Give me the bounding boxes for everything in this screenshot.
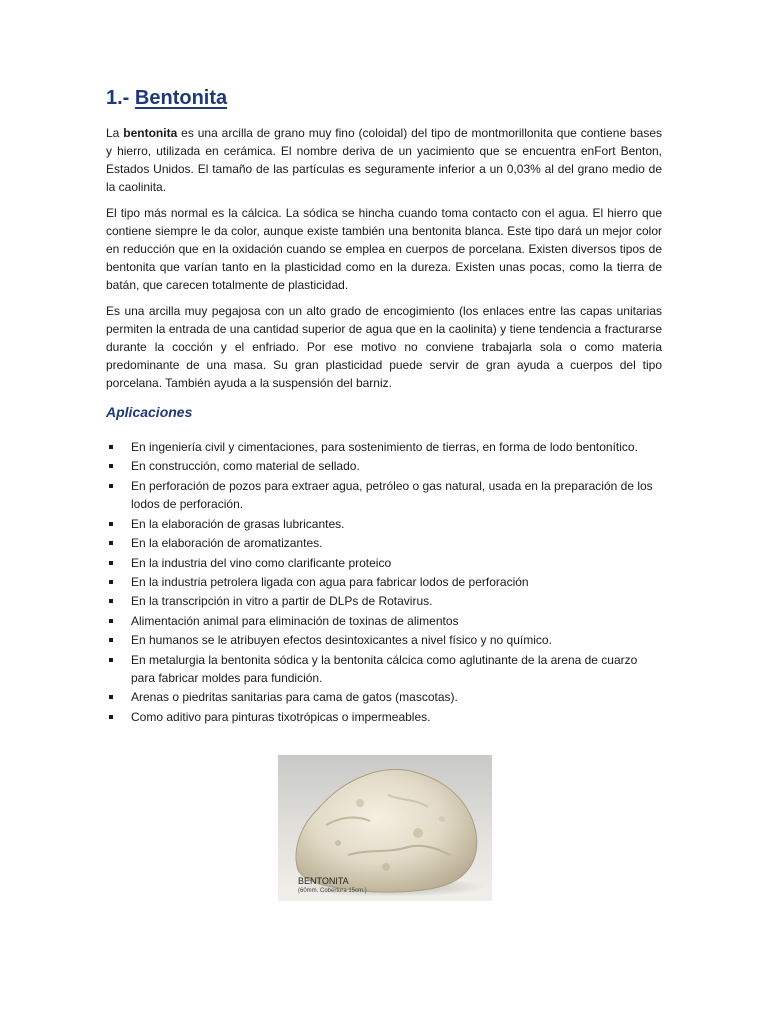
application-text: En ingeniería civil y cimentaciones, para sostenimiento de tierras, en forma de lodo bentonítico. (131, 440, 638, 454)
bullet-icon (109, 619, 113, 623)
intro-lead: La (106, 126, 124, 140)
intro-bold-term: bentonita (123, 126, 178, 140)
application-item (106, 651, 662, 688)
document-page (106, 84, 662, 727)
application-text: En humanos se le atribuyen efectos desintoxicantes a nivel físico y no químico. (131, 633, 552, 648)
bullet-icon (109, 561, 113, 565)
application-text: En la industria petrolera ligada con agua para fabricar lodos de perforación (131, 574, 529, 589)
application-text: Como aditivo para pinturas tixotrópicas o impermeables. (131, 709, 431, 724)
photo-caption-title: BENTONITA (298, 876, 349, 886)
bullet-icon (109, 599, 113, 603)
application-text: En metalurgia la bentonita sódica y la bentonita cálcica como aglutinante de la arena de cuarzo para fabricar moldes para fundición. (131, 652, 638, 686)
paragraph-types: El tipo más normal es la cálcica. La sódica se hincha cuando toma contacto con el agua. El hierro que contiene siempre le da color, aunque existe también una bentonita blanca. Este tipo dará un mejor color en reducción que en la oxidación cuando se emplea en cuerpos de porcelana. Existen diversos tipos de bentonita que varían tanto en la plasticidad como en la dureza. Existen unas pocas, como la tierra de batán, que carecen totalmente de plasticidad. (106, 206, 662, 292)
bullet-icon (109, 638, 113, 642)
intro-paragraph (106, 124, 662, 196)
intro-rest: es una arcilla de grano muy fino (coloidal) del tipo de montmorillonita que contiene bases y hierro, utilizada en cerámica. El nombre deriva de un yacimiento que se encuentra enFort Benton, Estados Unidos. El tamaño de las partículas es seguramente inferior a un 0,03% al del grano medio de la caolinita. (106, 126, 662, 194)
bullet-icon (109, 541, 113, 545)
paragraph-properties: Es una arcilla muy pegajosa con un alto grado de encogimiento (los enlaces entre las capas unitarias permiten la entrada de una cantidad superior de agua que en la caolinita) y tiene tendencia a fracturarse durante la cocción y el enfriado. Por ese motivo no conviene trabajarla sola o como materia predominante de una masa. Su gran plasticidad puede servir de gran ayuda a cuerpos del tipo porcelana. También ayuda a la suspensión del barniz. (106, 304, 662, 390)
section-title: Bentonita (134, 87, 228, 109)
photo-caption-sub: (60mm. Cobertura 15cm.) (298, 888, 367, 894)
bullet-icon (109, 715, 113, 719)
application-item (106, 457, 662, 476)
section-number: 1.- (106, 87, 130, 109)
application-item (106, 688, 662, 707)
photo-caption (298, 877, 367, 896)
bullet-icon (109, 445, 113, 449)
application-text: Alimentación animal para eliminación de toxinas de alimentos (131, 613, 459, 628)
applications-list (106, 438, 662, 726)
application-item (106, 612, 662, 631)
application-text: En perforación de pozos para extraer agua, petróleo o gas natural, usada en la preparación de los lodos de perforación. (131, 478, 653, 512)
application-text: Arenas o piedritas sanitarias para cama de gatos (mascotas). (131, 690, 458, 705)
bullet-icon (109, 522, 113, 526)
bullet-icon (109, 580, 113, 584)
bullet-icon (109, 658, 113, 662)
application-item (106, 534, 662, 553)
application-item (106, 573, 662, 592)
bullet-icon (109, 464, 113, 468)
application-item (106, 631, 662, 650)
application-text: En construcción, como material de sellado. (131, 459, 360, 474)
applications-heading: Aplicaciones (106, 404, 193, 420)
application-text: En la elaboración de grasas lubricantes. (131, 516, 345, 531)
application-item (106, 708, 662, 727)
application-item (106, 515, 662, 534)
application-item (106, 477, 662, 514)
application-item (106, 592, 662, 611)
application-text: En la elaboración de aromatizantes. (131, 536, 323, 551)
application-text: En la transcripción in vitro a partir de DLPs de Rotavirus. (131, 594, 433, 609)
bullet-icon (109, 695, 113, 699)
bentonite-photo (278, 755, 492, 901)
page-title (106, 84, 662, 112)
bullet-icon (109, 484, 113, 488)
application-text: En la industria del vino como clarificante proteico (131, 555, 392, 570)
application-item (106, 438, 662, 457)
application-item (106, 554, 662, 573)
